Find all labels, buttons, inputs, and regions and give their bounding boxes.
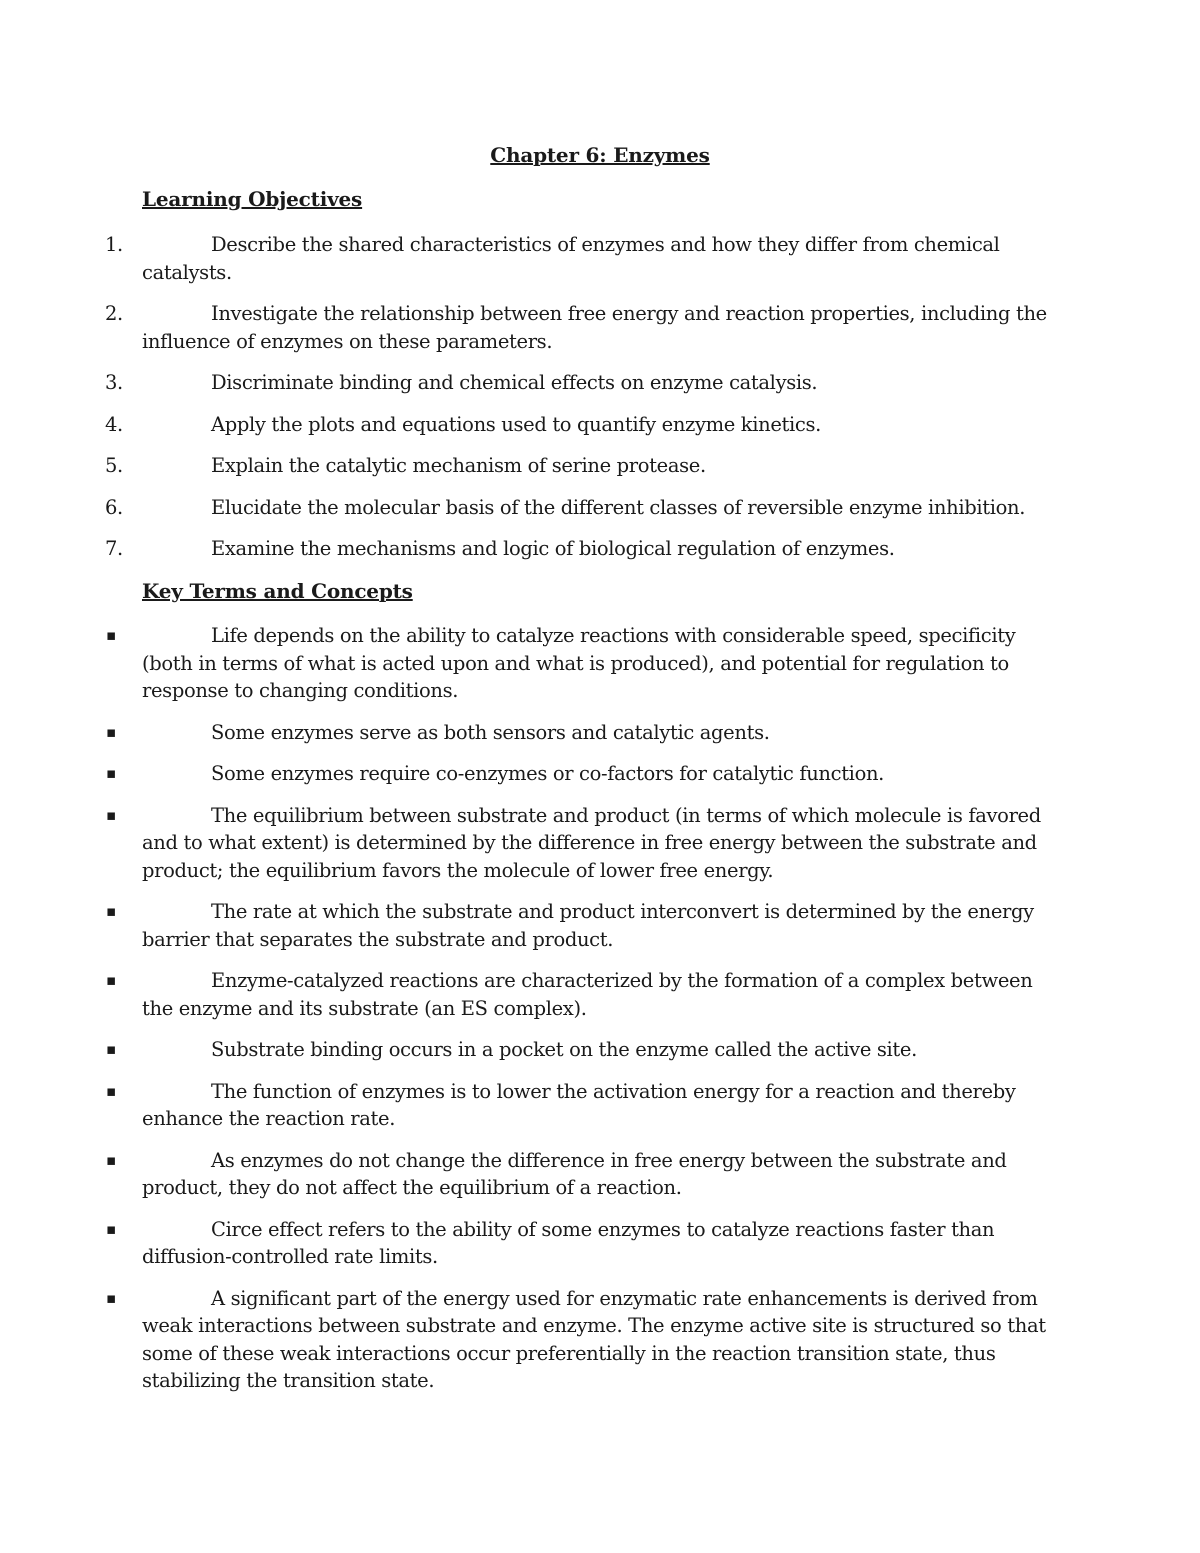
objective-number: 3. [105, 371, 123, 394]
bullet-icon: ▪ [106, 1219, 116, 1238]
bullet-icon: ▪ [106, 805, 116, 824]
key-term-item [0, 1285, 1200, 1395]
chapter-title: Chapter 6: Enzymes [490, 143, 710, 167]
key-terms-heading: Key Terms and Concepts [142, 579, 413, 603]
key-term-item [0, 622, 1200, 705]
objective-item [0, 452, 1200, 480]
objective-text: Explain the catalytic mechanism of serine protease. [211, 454, 706, 477]
key-term-text: As enzymes do not change the difference in free energy between the substrate and product, they do not affect the equilibrium of a reaction. [142, 1148, 1007, 1199]
objective-item [0, 411, 1200, 439]
objective-number: 1. [105, 233, 123, 256]
key-term-item [0, 1216, 1200, 1271]
key-term-item [0, 719, 1200, 747]
objective-number: 7. [105, 537, 123, 560]
objective-text: Investigate the relationship between free energy and reaction properties, including the influence of enzymes on these parameters. [142, 302, 1047, 353]
objective-item [0, 494, 1200, 522]
key-term-item [0, 802, 1200, 885]
key-term-text: The rate at which the substrate and product interconvert is determined by the energy barrier that separates the substrate and product. [142, 900, 1034, 951]
key-term-text: The equilibrium between substrate and product (in terms of which molecule is favored and to what extent) is determined by the difference in free energy between the substrate and product; the equilibrium favors the molecule of lower free energy. [142, 803, 1041, 882]
key-term-item [0, 967, 1200, 1022]
key-terms-list [0, 622, 1200, 1395]
key-term-text: Substrate binding occurs in a pocket on the enzyme called the active site. [211, 1038, 917, 1061]
key-term-text: A significant part of the energy used for enzymatic rate enhancements is derived from weak interactions between substrate and enzyme. The enzyme active site is structured so that some of these weak interactions occur preferentially in the reaction transition state, thus stabilizing the transition state. [142, 1286, 1046, 1392]
key-term-item [0, 1036, 1200, 1064]
bullet-icon: ▪ [106, 722, 116, 741]
key-term-text: Enzyme-catalyzed reactions are characterized by the formation of a complex between the enzyme and its substrate (an ES complex). [142, 969, 1033, 1020]
bullet-icon: ▪ [106, 764, 116, 782]
key-term-item [0, 760, 1200, 788]
objective-item [0, 535, 1200, 563]
objective-text: Examine the mechanisms and logic of biological regulation of enzymes. [211, 537, 895, 560]
key-term-text: Some enzymes require co-enzymes or co-factors for catalytic function. [211, 762, 885, 785]
learning-objectives-list [0, 231, 1200, 563]
objective-text: Elucidate the molecular basis of the different classes of reversible enzyme inhibition. [211, 495, 1026, 519]
bullet-icon: ▪ [106, 1081, 116, 1100]
objective-number: 2. [105, 302, 123, 325]
key-term-text: Circe effect refers to the ability of some enzymes to catalyze reactions faster than diffusion-controlled rate limits. [142, 1217, 995, 1268]
learning-objectives-heading: Learning Objectives [142, 187, 363, 211]
key-term-text: Some enzymes serve as both sensors and catalytic agents. [211, 720, 770, 744]
objective-item [0, 300, 1200, 355]
objective-item [0, 231, 1200, 286]
objective-number: 5. [105, 454, 123, 477]
bullet-icon: ▪ [106, 1288, 116, 1307]
key-term-item [0, 898, 1200, 953]
key-term-item [0, 1147, 1200, 1202]
bullet-icon: ▪ [106, 971, 116, 989]
bullet-icon: ▪ [106, 626, 116, 644]
bullet-icon: ▪ [106, 1150, 116, 1169]
bullet-icon: ▪ [106, 1040, 116, 1058]
key-term-text: Life depends on the ability to catalyze reactions with considerable speed, specificity (both in terms of what is acted upon and what is produced), and potential for regulation to response to changing conditions. [142, 624, 1016, 702]
objective-item [0, 369, 1200, 397]
key-term-item [0, 1078, 1200, 1133]
objective-number: 6. [105, 495, 123, 519]
objective-text: Discriminate binding and chemical effects on enzyme catalysis. [211, 371, 818, 394]
objective-text: Apply the plots and equations used to quantify enzyme kinetics. [211, 412, 821, 436]
bullet-icon: ▪ [106, 902, 116, 920]
key-term-text: The function of enzymes is to lower the activation energy for a reaction and thereby enhance the reaction rate. [142, 1079, 1016, 1130]
objective-text: Describe the shared characteristics of enzymes and how they differ from chemical catalysts. [142, 233, 1000, 284]
objective-number: 4. [105, 412, 123, 436]
